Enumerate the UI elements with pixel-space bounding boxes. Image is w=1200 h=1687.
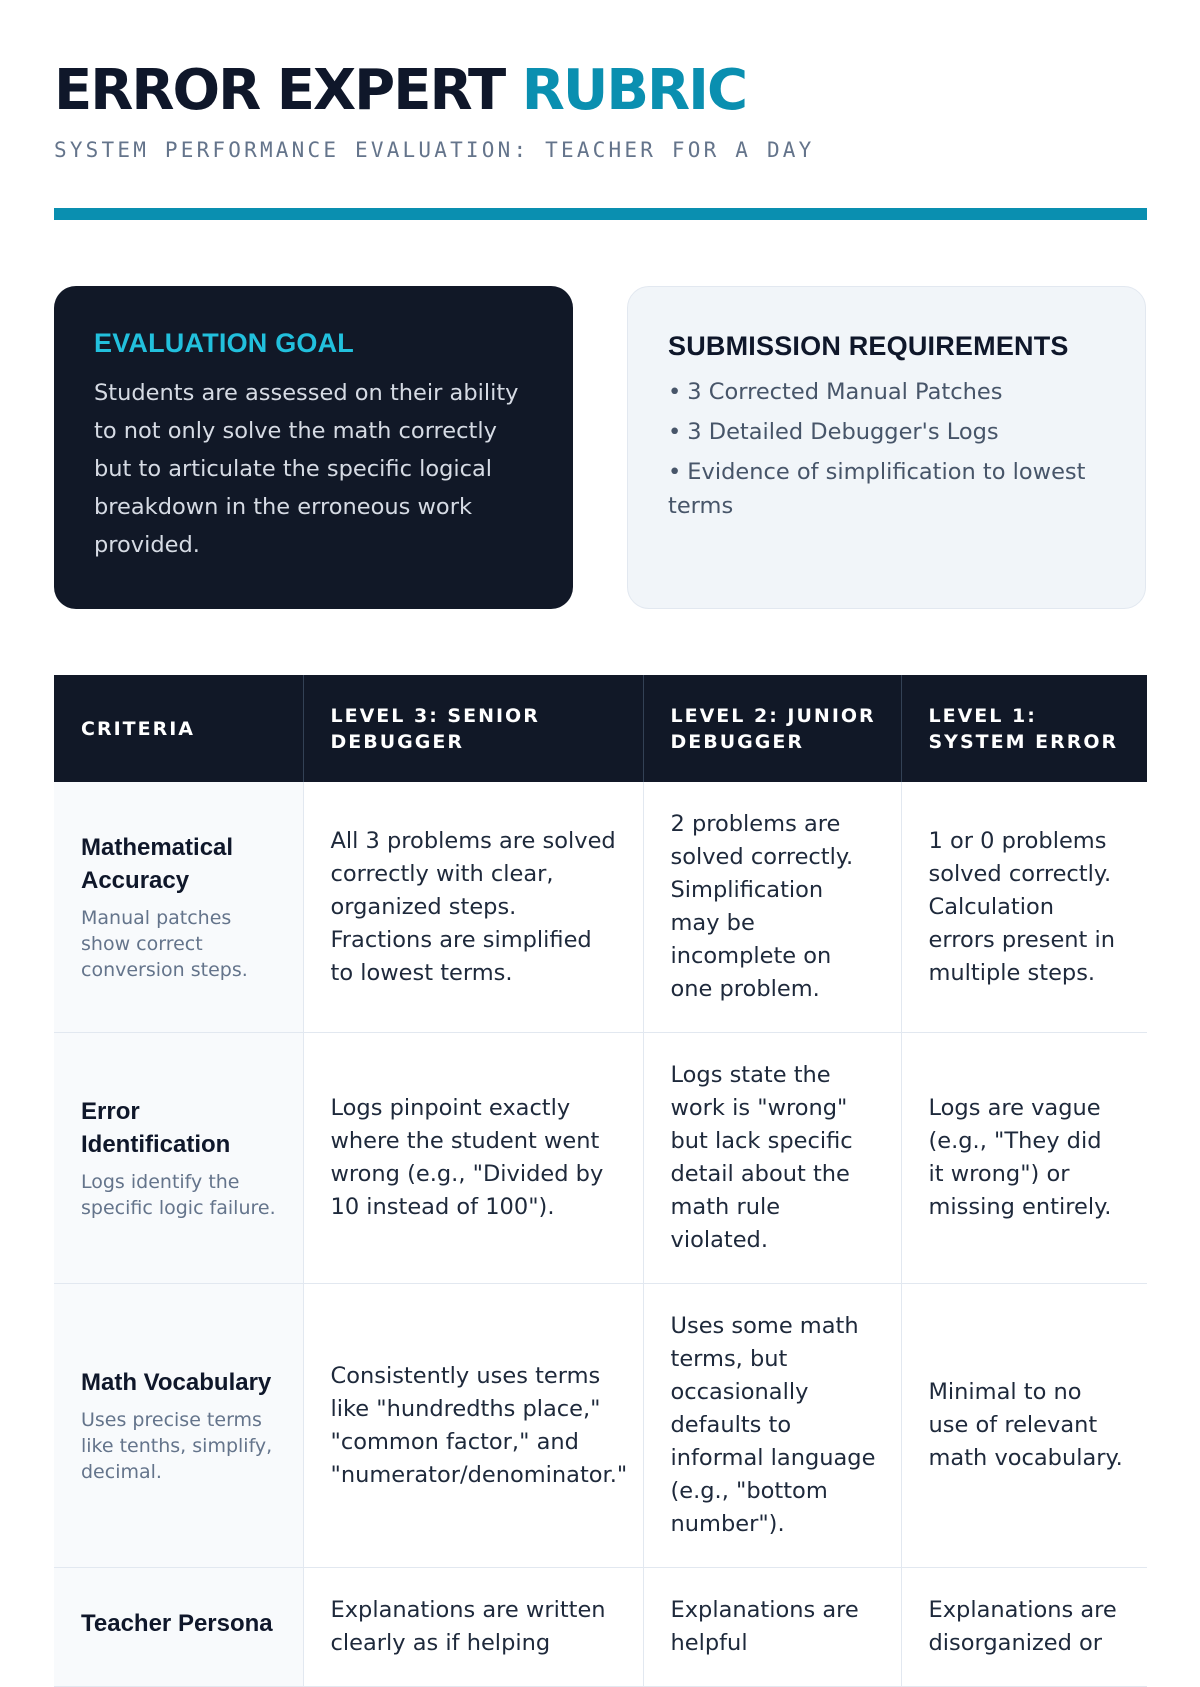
table-row	[54, 1284, 1147, 1568]
submission-requirements-card	[627, 286, 1146, 609]
criteria-cell	[54, 1033, 303, 1284]
header-divider	[54, 208, 1147, 220]
criteria-description: Logs identify the specific logic failure.	[81, 1171, 276, 1219]
header-level-1: LEVEL 1: SYSTEM ERROR	[901, 675, 1147, 782]
criteria-name: Teacher Persona	[81, 1609, 273, 1637]
evaluation-goal-card	[54, 286, 573, 609]
requirement-item	[668, 455, 1105, 523]
bullet-icon: •	[668, 419, 682, 445]
table-header-row	[54, 675, 1147, 782]
level-3-cell: Explanations are written clearly as if helping	[303, 1568, 643, 1687]
criteria-description: Manual patches show correct conversion steps.	[81, 907, 248, 981]
level-1-cell: Minimal to no use of relevant math vocabulary.	[901, 1284, 1147, 1568]
title-main: ERROR EXPERT	[54, 58, 505, 123]
submission-requirements-title: SUBMISSION REQUIREMENTS	[668, 331, 1069, 361]
evaluation-goal-title: EVALUATION GOAL	[94, 328, 354, 358]
criteria-name: Error Identification	[81, 1098, 231, 1158]
requirement-item	[668, 375, 1105, 409]
table-row	[54, 1568, 1147, 1687]
criteria-cell	[54, 1568, 303, 1687]
requirement-text: 3 Corrected Manual Patches	[687, 379, 1003, 405]
requirements-list	[668, 375, 1105, 523]
bullet-icon: •	[668, 459, 682, 485]
level-1-cell: Explanations are disorganized or	[901, 1568, 1147, 1687]
level-2-cell: 2 problems are solved correctly. Simplification may be incomplete on one problem.	[643, 782, 901, 1033]
info-cards	[54, 286, 1146, 609]
level-2-cell: Uses some math terms, but occasionally defaults to informal language (e.g., "bottom number").	[643, 1284, 901, 1568]
level-3-cell: Consistently uses terms like "hundredths place," "common factor," and "numerator/denominator."	[303, 1284, 643, 1568]
requirement-text: Evidence of simplification to lowest terms	[668, 459, 1086, 519]
header-criteria: CRITERIA	[54, 675, 303, 782]
criteria-cell	[54, 782, 303, 1033]
level-2-cell: Explanations are helpful	[643, 1568, 901, 1687]
level-2-cell: Logs state the work is "wrong" but lack specific detail about the math rule violated.	[643, 1033, 901, 1284]
rubric-table	[54, 675, 1147, 1687]
bullet-icon: •	[668, 379, 682, 405]
evaluation-goal-body: Students are assessed on their ability to not only solve the math correctly but to articulate the specific logical breakdown in the erroneous work provided.	[94, 380, 519, 558]
criteria-name: Mathematical Accuracy	[81, 834, 234, 894]
requirement-text: 3 Detailed Debugger's Logs	[687, 419, 999, 445]
title-accent: RUBRIC	[521, 58, 747, 123]
criteria-cell	[54, 1284, 303, 1568]
level-3-cell: All 3 problems are solved correctly with clear, organized steps. Fractions are simplified to lowest terms.	[303, 782, 643, 1033]
page-title	[54, 60, 1146, 122]
level-1-cell: Logs are vague (e.g., "They did it wrong") or missing entirely.	[901, 1033, 1147, 1284]
level-1-cell: 1 or 0 problems solved correctly. Calculation errors present in multiple steps.	[901, 782, 1147, 1033]
criteria-description: Uses precise terms like tenths, simplify, decimal.	[81, 1409, 273, 1483]
header-level-2: LEVEL 2: JUNIOR DEBUGGER	[643, 675, 901, 782]
page-subtitle: SYSTEM PERFORMANCE EVALUATION: TEACHER FOR A DAY	[54, 138, 815, 162]
level-3-cell: Logs pinpoint exactly where the student went wrong (e.g., "Divided by 10 instead of 100").	[303, 1033, 643, 1284]
requirement-item	[668, 415, 1105, 449]
table-row	[54, 1033, 1147, 1284]
criteria-name: Math Vocabulary	[81, 1369, 272, 1396]
header-level-3: LEVEL 3: SENIOR DEBUGGER	[303, 675, 643, 782]
table-row	[54, 782, 1147, 1033]
